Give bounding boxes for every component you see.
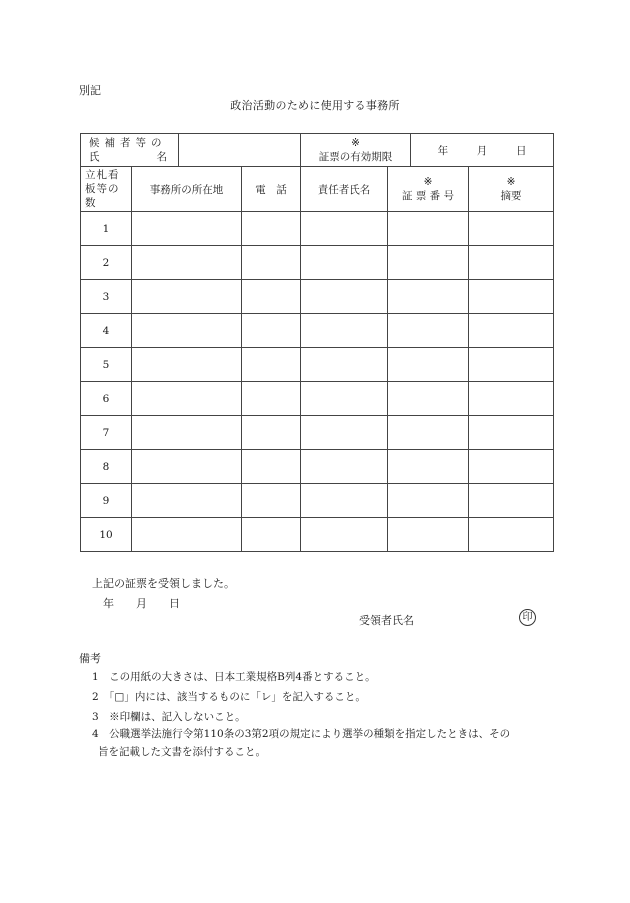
certificate-number-cell[interactable] xyxy=(388,450,469,484)
col-phone: 電 話 xyxy=(242,167,301,212)
office-address-cell[interactable] xyxy=(132,348,242,382)
office-address-cell[interactable] xyxy=(132,484,242,518)
header-row-columns xyxy=(81,167,554,212)
notes-heading: 備考 xyxy=(79,652,101,665)
phone-cell[interactable] xyxy=(242,314,301,348)
responsible-person-cell[interactable] xyxy=(301,212,388,246)
row-number: 2 xyxy=(81,246,132,280)
responsible-person-cell[interactable] xyxy=(301,484,388,518)
document-title: 政治活動のために使用する事務所 xyxy=(230,99,400,112)
remarks-cell[interactable] xyxy=(469,280,554,314)
header-row-candidate xyxy=(81,134,554,167)
row-number: 7 xyxy=(81,416,132,450)
phone-cell[interactable] xyxy=(242,484,301,518)
table-row xyxy=(81,484,554,518)
note-item-4-continued: 旨を記載した文書を添付すること。 xyxy=(98,746,266,758)
phone-cell[interactable] xyxy=(242,212,301,246)
row-number: 10 xyxy=(81,518,132,552)
table-row xyxy=(81,450,554,484)
remarks-cell[interactable] xyxy=(469,518,554,552)
recipient-name-label: 受領者氏名 xyxy=(359,614,414,627)
table-row xyxy=(81,416,554,450)
col-certificate-number xyxy=(388,167,469,212)
remarks-cell[interactable] xyxy=(469,484,554,518)
row-number: 8 xyxy=(81,450,132,484)
col-remarks-mark: ※ xyxy=(506,176,516,188)
col-sign-count-line2: 板等の xyxy=(85,183,120,195)
candidate-name-field[interactable] xyxy=(179,134,301,167)
responsible-person-cell[interactable] xyxy=(301,450,388,484)
table-row xyxy=(81,382,554,416)
date-month-label: 月 xyxy=(476,144,488,157)
document-label: 別記 xyxy=(79,84,101,97)
table-row xyxy=(81,348,554,382)
office-address-cell[interactable] xyxy=(132,212,242,246)
validity-mark: ※ xyxy=(351,137,360,149)
row-number: 4 xyxy=(81,314,132,348)
col-office-address: 事務所の所在地 xyxy=(132,167,242,212)
office-address-cell[interactable] xyxy=(132,382,242,416)
office-address-cell[interactable] xyxy=(132,518,242,552)
candidate-name-label xyxy=(81,134,179,167)
office-address-cell[interactable] xyxy=(132,314,242,348)
candidate-label-shi: 氏 xyxy=(89,151,100,163)
certificate-number-cell[interactable] xyxy=(388,314,469,348)
note-item-2: 2 「□」内には、該当するものに「レ」を記入すること。 xyxy=(92,691,366,703)
office-address-cell[interactable] xyxy=(132,280,242,314)
phone-cell[interactable] xyxy=(242,416,301,450)
note-item-4: 4 公職選挙法施行令第110条の3第2項の規定により選挙の種類を指定したときは、その xyxy=(92,728,511,740)
col-responsible-person: 責任者氏名 xyxy=(301,167,388,212)
candidate-label-mei: 名 xyxy=(156,151,167,163)
office-table xyxy=(80,133,554,552)
responsible-person-cell[interactable] xyxy=(301,246,388,280)
certificate-number-cell[interactable] xyxy=(388,416,469,450)
office-address-cell[interactable] xyxy=(132,450,242,484)
certificate-number-cell[interactable] xyxy=(388,348,469,382)
col-remarks xyxy=(469,167,554,212)
note-item-3: 3 ※印欄は、記入しないこと。 xyxy=(92,711,246,723)
receipt-date-line: 年 月 日 xyxy=(103,597,180,610)
remarks-cell[interactable] xyxy=(469,212,554,246)
remarks-cell[interactable] xyxy=(469,348,554,382)
table-row xyxy=(81,212,554,246)
col-sign-count-line3: 数 xyxy=(85,197,97,209)
responsible-person-cell[interactable] xyxy=(301,518,388,552)
col-remarks-label: 摘要 xyxy=(500,190,522,202)
phone-cell[interactable] xyxy=(242,280,301,314)
candidate-label-line2 xyxy=(89,150,167,164)
remarks-cell[interactable] xyxy=(469,416,554,450)
col-certificate-mark: ※ xyxy=(423,176,433,188)
note-item-1: 1 この用紙の大きさは、日本工業規格B列4番とすること。 xyxy=(92,671,376,683)
table-row xyxy=(81,314,554,348)
col-certificate-number-label: 証 票 番 号 xyxy=(401,190,454,202)
row-number: 1 xyxy=(81,212,132,246)
col-sign-count xyxy=(81,167,132,212)
certificate-number-cell[interactable] xyxy=(388,484,469,518)
row-number: 6 xyxy=(81,382,132,416)
responsible-person-cell[interactable] xyxy=(301,416,388,450)
seal-mark: 印 xyxy=(519,609,536,626)
remarks-cell[interactable] xyxy=(469,382,554,416)
date-year-label: 年 xyxy=(437,144,449,157)
row-number: 3 xyxy=(81,280,132,314)
certificate-number-cell[interactable] xyxy=(388,212,469,246)
validity-label-text: 証票の有効期限 xyxy=(318,151,393,163)
office-address-cell[interactable] xyxy=(132,246,242,280)
office-address-cell[interactable] xyxy=(132,416,242,450)
validity-date-field[interactable] xyxy=(411,134,554,167)
row-number: 9 xyxy=(81,484,132,518)
responsible-person-cell[interactable] xyxy=(301,280,388,314)
remarks-cell[interactable] xyxy=(469,246,554,280)
phone-cell[interactable] xyxy=(242,246,301,280)
certificate-number-cell[interactable] xyxy=(388,518,469,552)
date-day-label: 日 xyxy=(515,144,527,157)
phone-cell[interactable] xyxy=(242,518,301,552)
col-sign-count-line1: 立札看 xyxy=(85,169,120,181)
table-row xyxy=(81,246,554,280)
receipt-statement: 上記の証票を受領しました。 xyxy=(92,577,235,590)
responsible-person-cell[interactable] xyxy=(301,314,388,348)
remarks-cell[interactable] xyxy=(469,314,554,348)
row-number: 5 xyxy=(81,348,132,382)
phone-cell[interactable] xyxy=(242,348,301,382)
candidate-label-line1: 候補者等の xyxy=(89,137,167,149)
phone-cell[interactable] xyxy=(242,382,301,416)
certificate-number-cell[interactable] xyxy=(388,280,469,314)
phone-cell[interactable] xyxy=(242,450,301,484)
certificate-number-cell[interactable] xyxy=(388,246,469,280)
validity-label xyxy=(301,134,411,167)
table-row xyxy=(81,518,554,552)
table-row xyxy=(81,280,554,314)
responsible-person-cell[interactable] xyxy=(301,382,388,416)
remarks-cell[interactable] xyxy=(469,450,554,484)
table-body xyxy=(81,212,554,552)
responsible-person-cell[interactable] xyxy=(301,348,388,382)
certificate-number-cell[interactable] xyxy=(388,382,469,416)
